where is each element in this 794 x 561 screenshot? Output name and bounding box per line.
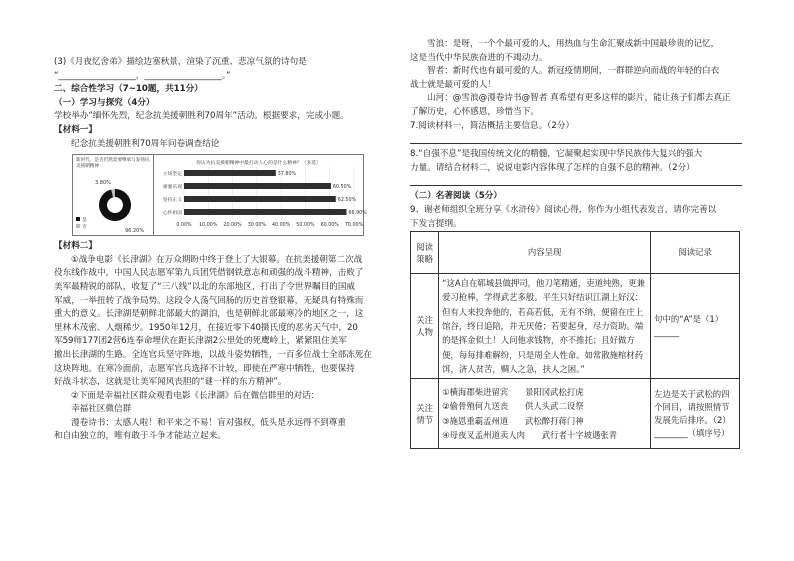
bar-chart: [154, 155, 367, 235]
left-column: [54, 56, 394, 444]
x-tick-label: 30.00%: [247, 223, 267, 229]
plot-event: ④母夜叉孟州道卖人肉 武行者十字坡遇张青: [442, 430, 618, 441]
text-line: 里林木茂密、人烟稀少。1950年12月，在接近零下40摄氏度的恶劣天气中，20: [54, 322, 358, 333]
x-tick-label: 40.00%: [271, 223, 291, 229]
plot-events: [439, 379, 651, 449]
text-line: 8.“自强不息”是我国传统文化的精髓，它凝聚起实现中华民族伟大复兴的强大: [410, 149, 703, 160]
q7-answer-line[interactable]: [410, 135, 742, 144]
pie-legend: [76, 217, 87, 231]
text-line: 重大的意义。长津湖是朝鲜北部最大的湖泊，也是朝鲜北部最寒冷的地区之一，这: [54, 309, 364, 320]
category-label: 顽强乐观: [162, 185, 182, 191]
text-line: ①战争电影《长津湖》在万众期盼中终于登上了大银幕。在抗美援朝第二次战: [71, 254, 363, 265]
chat-message-4: [410, 92, 742, 119]
question-7: 7.阅读材料一，简洁概括主要信息。（2分）: [410, 120, 575, 131]
reading-table: [410, 231, 740, 449]
pie-label-no: 3.80%: [95, 180, 111, 187]
x-tick-label: 50.00%: [296, 223, 315, 229]
text-line: 美军最精锐的部队，收复了“三八线”以北的东部地区，打出了令世界瞩目的国威: [54, 281, 356, 292]
plot-event: ②偷骨殖何九送丧 供人头武二设祭: [442, 401, 584, 412]
pie-title: 新时代，是否仍然需要继承与发扬抗美援朝精神: [76, 158, 150, 170]
text-line: 力量。请结合材料二，说说电影内容体现了怎样的自强不息的精神。（2分）: [410, 162, 695, 173]
chat-intro: ②下面是幸福社区群众观看电影《长津湖》后在微信群里的对话：: [71, 390, 320, 401]
plot-event: ①横海郡柴进留宾 景阳冈武松打虎: [442, 386, 584, 397]
q8-answer-line[interactable]: [410, 177, 742, 186]
text-line: 好战斗状态，这就是让美军闻风丧胆的“谜一样的东方精神”。: [54, 377, 287, 388]
text-line: 智者：新时代也有最可爱的人。新冠疫情期间，一群群逆向而战的年轻的白衣: [427, 66, 720, 77]
material-2-label: 【材料二】: [54, 241, 97, 252]
category-label: 坚持正义: [162, 198, 182, 204]
category-label: 心怀祖国: [162, 211, 182, 217]
x-tick-label: 0.00%: [176, 223, 192, 229]
text-line: 下发言提纲。: [410, 218, 462, 229]
material-1-label: 【材料一】: [54, 124, 97, 135]
plot-order-answer[interactable]: 左边是关于武松的四个回目，请按照情节发展先后排序。（2）________（填序号）: [651, 379, 740, 449]
value-label: 66.90%: [348, 211, 367, 217]
pie-label-yes: 96.20%: [125, 228, 145, 235]
plot-event: ③施恩重霸孟州道 武松醉打蒋门神: [442, 415, 584, 426]
text-line: 这块阵地。在寒冷面前，志愿军官兵选择不计较，即使在严寒中牺牲，也要保持: [54, 363, 355, 374]
text-line: 了解历史，心怀感恩，珍惜当下。: [410, 106, 539, 117]
text-line: 军59师177团2营6连奉命埋伏在距长津湖2公里处的死鹰岭上，紧紧阻住美军: [54, 336, 347, 347]
text-line: 漫卷诗书：太感人啦！和平来之不易！盲对强权，低头是永远得不到尊重: [71, 417, 347, 428]
survey-title: 纪念抗美援朝胜利70周年问卷调查结论: [71, 138, 220, 149]
subsection-1-title: （一）学习与探究（4分）: [54, 97, 155, 108]
th-strategy: 阅读 策略: [411, 232, 439, 274]
x-tick-label: 20.00%: [223, 223, 242, 229]
text-line: 和自由独立的，唯有敢于斗争才能站立起来。: [54, 431, 226, 442]
q3-answer-blank[interactable]: “__________________，__________________。”: [54, 70, 231, 81]
text-line: 这是当代中华民族奋进的不竭动力。: [410, 52, 548, 63]
bar-2: [184, 196, 336, 202]
row-label-character: 关注 人物: [411, 274, 439, 379]
text-line: 役东线作战中，中国人民志愿军第九兵团凭借钢铁意志和顽强的战斗精神，击败了: [54, 268, 364, 279]
text-line: 战士就是最可爱的人！: [410, 79, 496, 90]
x-tick-label: 10.00%: [199, 223, 218, 229]
question-8: [410, 148, 742, 175]
q3-line-1: (3)《月夜忆舍弟》描绘边塞秋景，渲染了沉重、悲凉气氛的诗句是: [54, 57, 307, 67]
pie-chart: [73, 155, 154, 235]
value-label: 37.80%: [277, 172, 297, 178]
survey-figure: [72, 154, 367, 236]
bar-title: 你认为抗美援朝精神中最打动人心的是什么精神？（多选）: [196, 161, 321, 167]
text-line: 军威，一举扭转了战争局势。这段令人荡气回肠的历史首登银幕，无疑具有特殊而: [54, 295, 364, 306]
text-line: 山河：@雪浪@漫卷诗书@智者 真希望有更多这样的影片，能让孩子们都去真正: [427, 93, 731, 104]
value-label: 62.50%: [337, 198, 357, 204]
film-paragraph: [54, 254, 394, 390]
character-excerpt: “这A自在郓城县做押司，他刀笔精通，吏道纯熟，更兼爱习枪棒，学得武艺多般。平生只好结识江湖上好汉：但有人来投奔他的，若高若低，无有不纳，便留在庄上馆谷，终日追陪，并无厌倦；若要起身，尽力资助。端的是挥金似土！人问他求钱物，亦不推托；且好做方便，每每排难解纷，只是周全人性命。如常散施棺材药饵，济人贫苦，赒人之急，扶人之困。”: [439, 274, 651, 379]
chat-message-3: [410, 65, 742, 92]
bar-1: [184, 183, 331, 189]
x-tick-label: 70.00%: [344, 223, 364, 229]
text-line: 9、谢老师组织全班分享《水浒传》阅读心得，你作为小组代表发言，请你完善以: [410, 204, 717, 215]
x-tick-label: 60.00%: [320, 223, 339, 229]
bar-svg: [154, 155, 367, 235]
bar-0: [184, 170, 276, 176]
activity-intro: 学校举办“缅怀先烈，纪念抗美援朝胜利70周年”活动。根据要求，完成小题。: [54, 111, 349, 122]
category-label: 立场坚定: [162, 172, 182, 178]
text-line: 撤出长津湖的生路。全连官兵坚守阵地，以战斗姿势牺牲，一百多位战士全部冻死在: [54, 349, 372, 360]
pie-legend-no: 否: [82, 225, 87, 231]
text-line: 雪浪：是呀，一个个最可爱的人，用热血与生命汇聚成新中国最珍贵的记忆，: [427, 39, 720, 49]
pie-svg: [97, 187, 133, 223]
question-9: [410, 204, 742, 231]
pie-legend-yes: 是: [82, 218, 87, 224]
subsection-2-title: （二）名著阅读（5分）: [410, 191, 502, 202]
character-answer[interactable]: 句中的“A”是（1）______: [651, 274, 740, 379]
section-2-title: 二、综合性学习（7~10题，共11分）: [54, 84, 203, 95]
row-label-plot: 关注 情节: [411, 379, 439, 449]
chat-message-1: [54, 417, 394, 444]
value-label: 60.50%: [332, 185, 352, 191]
wechat-group-name: 幸福社区微信群: [71, 404, 132, 415]
right-column: [410, 38, 742, 449]
bar-3: [184, 209, 346, 215]
th-record: 阅读记录: [651, 232, 740, 274]
chat-message-2: [410, 38, 742, 65]
th-content: 内容呈现: [439, 232, 651, 274]
